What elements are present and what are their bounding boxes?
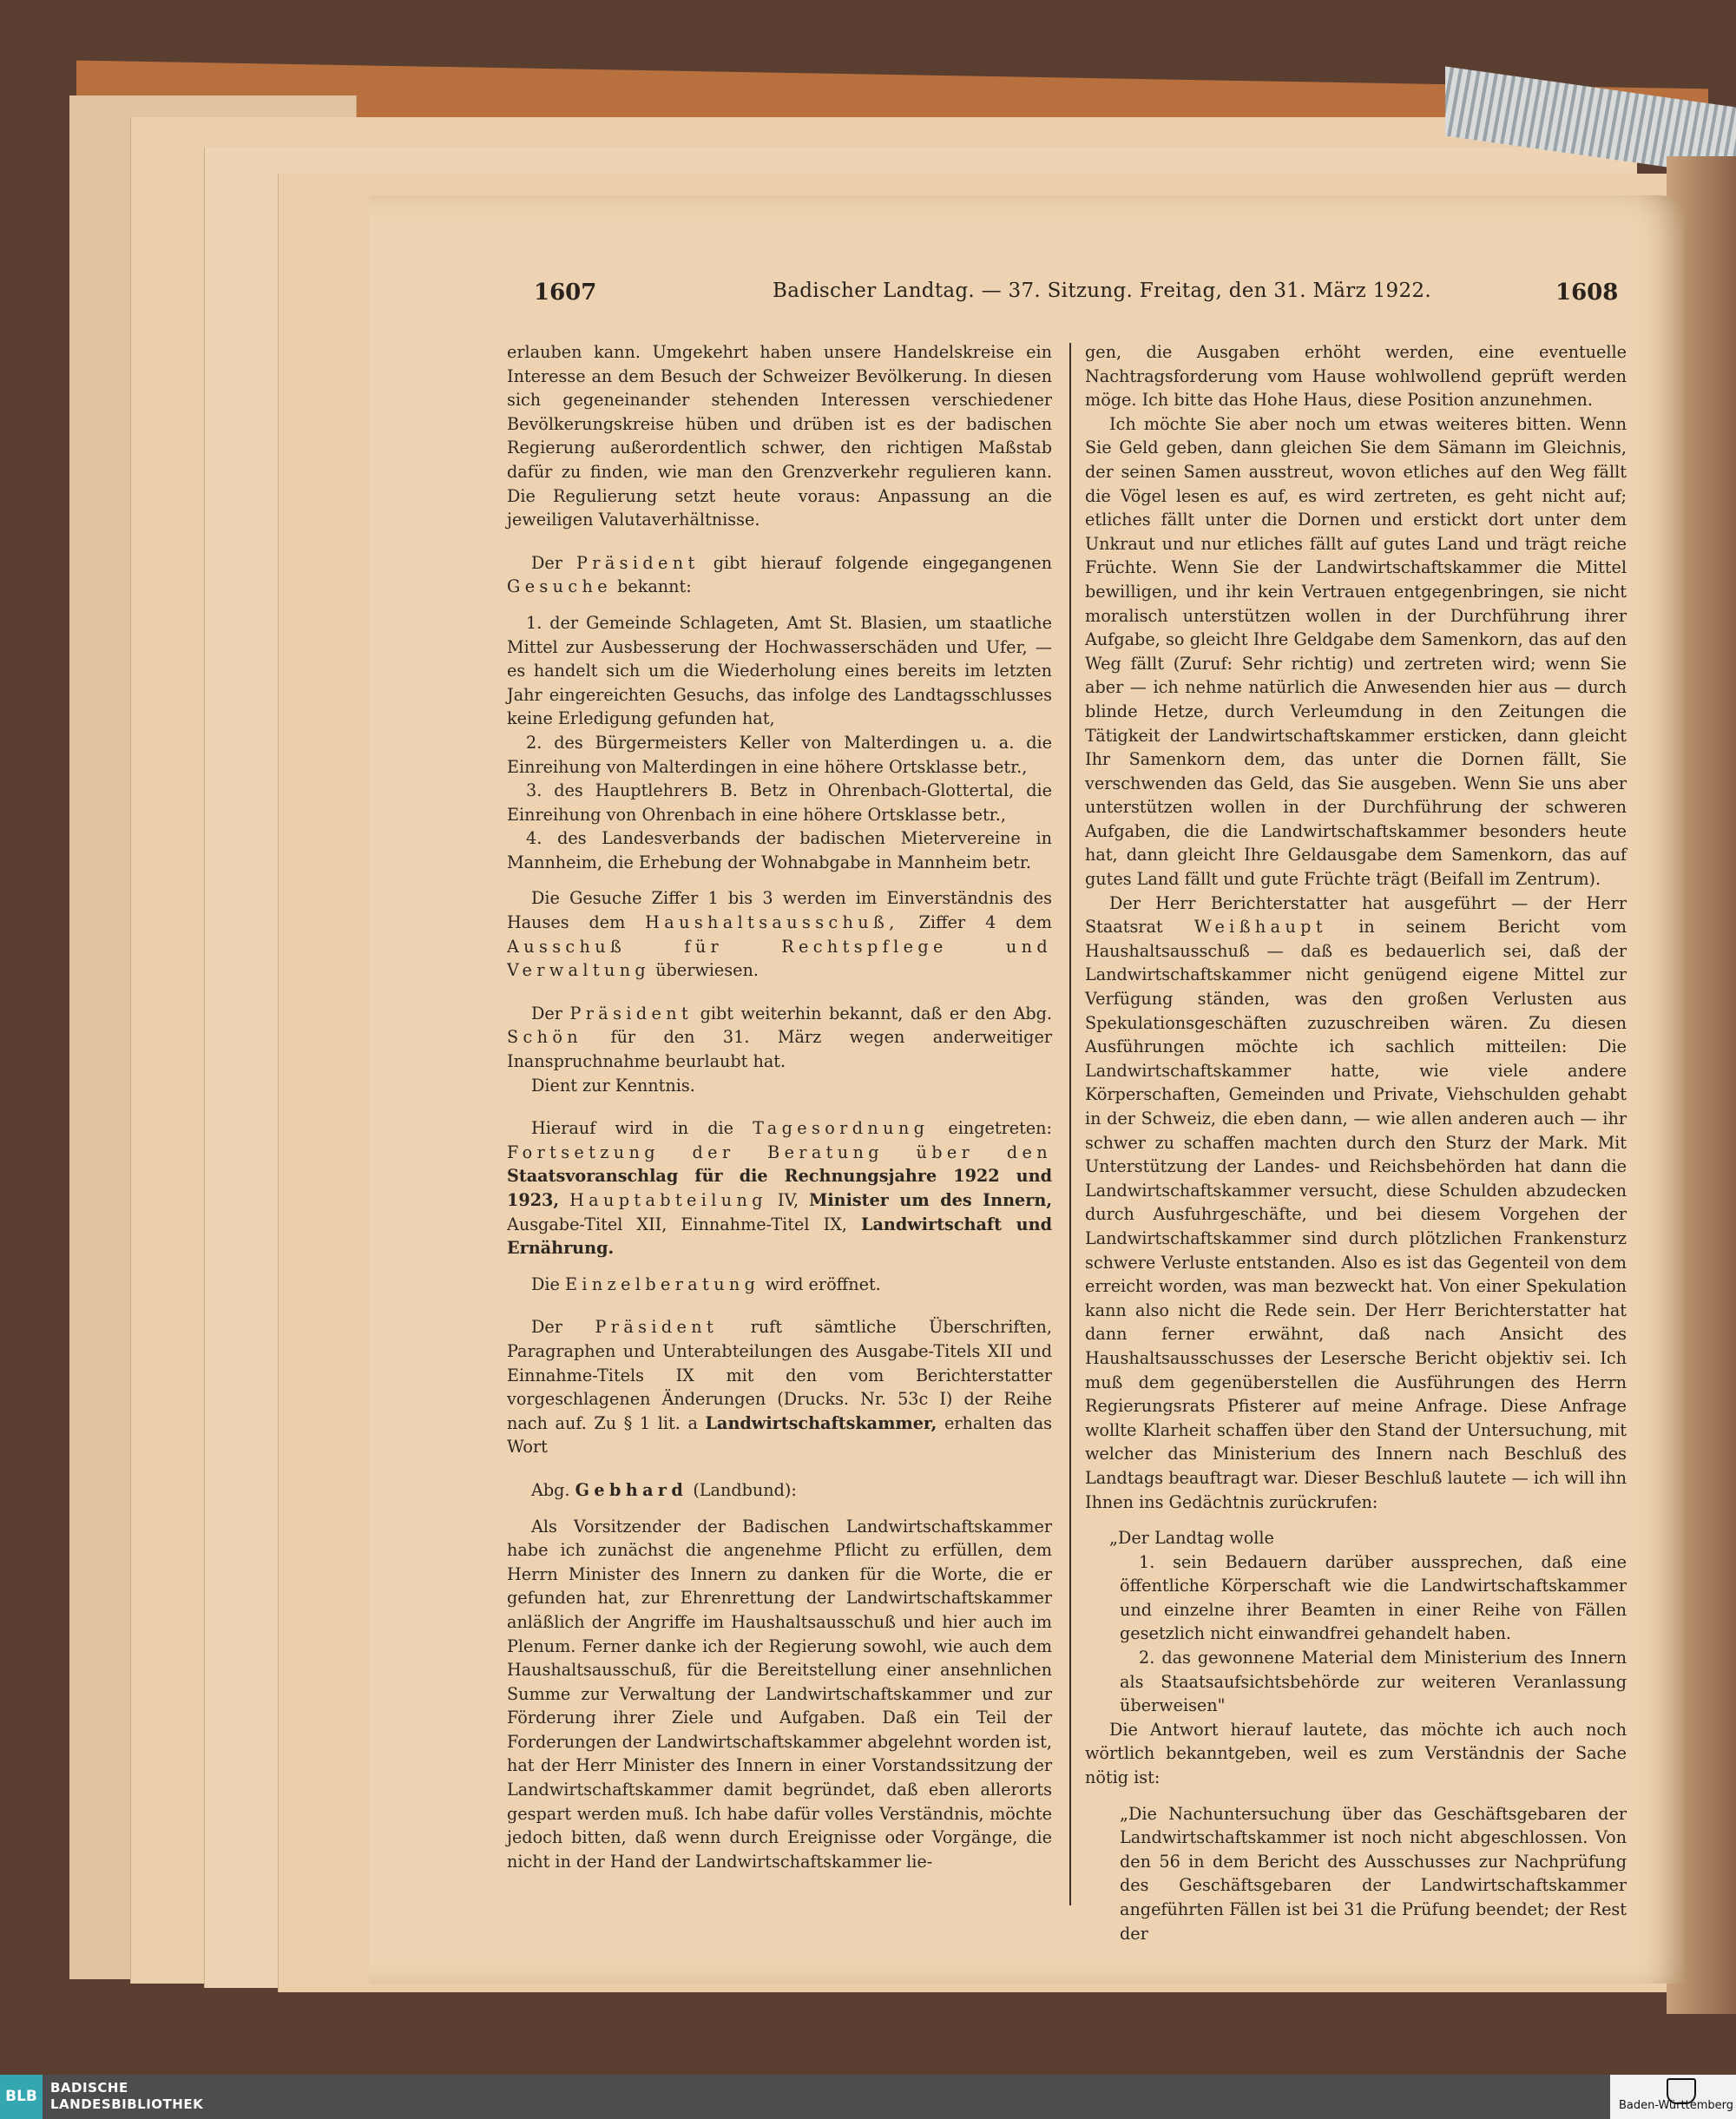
footer-bar bbox=[0, 2075, 1736, 2119]
text: IV, bbox=[777, 1190, 799, 1210]
speaker-name: Präsident bbox=[576, 552, 700, 573]
column-divider bbox=[1069, 343, 1071, 1905]
text: Hierauf wird in die bbox=[531, 1118, 733, 1139]
bold-text: Landwirtschaft und Ernährung. bbox=[507, 1214, 1052, 1259]
emphasis-text: Einzelberatung bbox=[565, 1273, 760, 1294]
blb-logo-icon[interactable]: BLB bbox=[0, 2075, 43, 2119]
text: Die Gesuche Ziffer 1 bis 3 werden im Einverständnis des Hauses dem bbox=[507, 888, 1052, 933]
text: Der bbox=[531, 552, 562, 573]
page-number-right: 1608 bbox=[1555, 280, 1619, 306]
quote-line: „Der Landtag wolle bbox=[1109, 1528, 1274, 1549]
left-column bbox=[507, 340, 1052, 1873]
state-badge bbox=[1610, 2075, 1736, 2119]
list-item: 2. des Bürgermeisters Keller von Malterdingen u. a. die Einreihung von Malterdingen in eine höhere Ortsklasse betr., bbox=[507, 732, 1052, 777]
paragraph bbox=[507, 551, 1052, 599]
quote-item: 1. sein Bedauern darüber aussprechen, daß eine öffentliche Körperschaft wie die Landwirtschaftskammer und einzelne ihrer Beamten in einer Reihe von Fällen gesetzlich nicht einwandfrei gehandelt haben. bbox=[1120, 1551, 1627, 1644]
speaker-name: Präsident bbox=[569, 1003, 694, 1023]
paragraph bbox=[507, 886, 1052, 982]
paragraph bbox=[507, 1002, 1052, 1074]
library-name[interactable] bbox=[50, 2080, 203, 2113]
running-title: Badischer Landtag. — 37. Sitzung. Freitag, den 31. März 1922. bbox=[773, 280, 1431, 302]
list-item: 4. des Landesverbands der badischen Mietervereine in Mannheim, die Erhebung der Wohnabgabe in Mannheim betr. bbox=[507, 828, 1052, 872]
member-name: Weißhaupt bbox=[1194, 917, 1327, 938]
paragraph: Als Vorsitzender der Badischen Landwirtschaftskammer habe ich zunächst die angenehme Pflicht zu erfüllen, dem Herrn Minister des Innern zu danken für die Worte, die er gefunden hat, zur Ehrenrettung der Landwirtschaftskammer anläßlich der Angriffe im Haushaltsausschuß und hier auch im Plenum. Ferner danke ich der Regierung sowohl, wie auch dem Haushaltsausschuß, für die Bereitstellung einer ansehnlichen Summe zur Verwaltung der Landwirtschaftskammer und zur Förderung ihrer Ziele und Aufgaben. Daß ein Teil der Forderungen der Landwirtschaftskammer abgelehnt worden ist, hat der Herr Minister des Innern in einer Vorstandssitzung der Landwirtschaftskammer damit begründet, daß eben allerorts gespart werden muß. Ich habe dafür volles Verständnis, möchte jedoch bitten, daß wenn durch Ereignisse oder Vorgänge, die nicht in der Hand der Landwirtschaftskammer lie- bbox=[507, 1516, 1052, 1872]
emphasis-text: Ausschuß für Rechtspflege und Verwaltung bbox=[507, 936, 1052, 981]
state-name: Baden-Württemberg bbox=[1619, 2099, 1733, 2112]
paragraph: Dient zur Kenntnis. bbox=[531, 1075, 695, 1096]
text: eingetreten: bbox=[948, 1118, 1052, 1139]
text: erhalten das Wort bbox=[507, 1412, 1053, 1458]
paragraph bbox=[1085, 892, 1627, 1514]
quote-paragraph: „Die Nachuntersuchung über das Geschäftsgebaren der Landwirtschaftskammer ist noch nicht abgeschlossen. Von den 56 in dem Bericht des Ausschusses zur Nachprüfung des Geschäftsgebaren der Landwirtschaftskammer angeführten Fällen ist bei 31 die Prüfung beendet; der Rest der bbox=[1120, 1803, 1627, 1944]
member-name: Gebhard bbox=[575, 1479, 688, 1500]
emphasis-text: Hauptabteilung bbox=[569, 1190, 767, 1210]
list-item: 3. des Hauptlehrers B. Betz in Ohrenbach-Glottertal, die Einreihung von Ohrenbach in eine höhere Ortsklasse betr., bbox=[507, 780, 1052, 825]
emphasis-text: Haushaltsausschuß, bbox=[645, 912, 899, 933]
paragraph bbox=[507, 1315, 1052, 1459]
list-item: 1. der Gemeinde Schlageten, Amt St. Blasien, um staatliche Mittel zur Ausbesserung der Hochwasserschäden und Ufer, — es handelt sich um die Wiederholung eines bereits im letzten Jahr eingereichten Gesuchs, das infolge des Landtagsschlusses keine Erledigung gefunden hat, bbox=[507, 612, 1052, 729]
text: ruft sämtliche Überschriften, Paragraphen und Unterabteilungen des Ausgabe-Titels XII und Einnahme-Titels IX mit den vom Berichterstatter vorgeschlagenen Änderungen (Drucks. Nr. 53c I) der Reihe nach auf. Zu § 1 lit. a bbox=[507, 1317, 1053, 1433]
emphasis-text: Gesuche bbox=[507, 576, 612, 597]
text: Die bbox=[531, 1273, 560, 1294]
paragraph: Die Antwort hierauf lautete, das möchte ich auch noch wörtlich bekanntgeben, weil es zum Verständnis der Sache nötig ist: bbox=[1085, 1719, 1627, 1788]
paragraph: gen, die Ausgaben erhöht werden, eine eventuelle Nachtragsforderung vom Hause wohlwollend geprüft werden möge. Ich bitte das Hohe Haus, diese Position anzunehmen. bbox=[1085, 342, 1627, 411]
speaker-name: Präsident bbox=[595, 1317, 719, 1338]
right-column bbox=[1085, 340, 1627, 1945]
text: (Landbund): bbox=[693, 1479, 797, 1500]
text: überwiesen. bbox=[655, 960, 759, 981]
paragraph: erlauben kann. Umgekehrt haben unsere Handelskreise ein Interesse an dem Besuch der Schweizer Bevölkerung. In diesen sich gegeneinander stehenden Interessen verschiedener Bevölkerungskreise hüben und drüben ist es der badischen Regierung außerordentlich schwer, den richtigen Maßstab dafür zu finden, wie man den Grenzverkehr regulieren kann. Die Regulierung setzt heute voraus: Anpassung an die jeweiligen Valutaverhältnisse. bbox=[507, 342, 1052, 530]
text: Abg. bbox=[531, 1479, 570, 1500]
bold-text: Minister um des Innern, bbox=[809, 1190, 1053, 1210]
text: Der bbox=[531, 1003, 562, 1023]
library-name-line: LANDESBIBLIOTHEK bbox=[50, 2096, 204, 2112]
bold-text: Staatsvoranschlag für die Rechnungsjahre 1922 und 1923, bbox=[507, 1166, 1052, 1210]
text: gibt weiterhin bekannt, daß er den Abg. bbox=[700, 1003, 1052, 1023]
text: in seinem Bericht vom Haushaltsausschuß — daß es bedauerlich sei, daß der Landwirtschaftskammer nicht genügend eigene Mittel zur Verfügung ständen, was den großen Verlusten aus Spekulationsgeschäften zuzuschreiben wären. Zu diesen Ausführungen möchte ich sachlich mitteilen: Die Landwirtschaftskammer hatte, wie viele andere Körperschaften, Gemeinden und Private, Viehschulden gehabt in der Schweiz, die eben dann, — wie allen anderen auch — ihr schwer zu schaffen machten durch den Sturz der Mark. Mit Unterstützung der Landes- und Reichsbehörden hat dann die Landwirtschaftskammer versucht, diese Schulden abzudecken durch Ausfuhrgeschäfte, und bei diesem Vorgehen der Landwirtschaftskammer sind durch plötzlichen Frankensturz schwere Verluste entstanden. Also es ist das Gegenteil von dem erreicht worden, was man bezweckt hat. Von einer Spekulation kann also nicht die Rede sein. Der Herr Berichterstatter hat dann ferner erwähnt, daß nach Ansicht des Haushaltsausschusses der Lesersche Bericht objektiv sei. Ich muß dem gegenüberstellen die Ausführungen des Herrn Regierungsrats Pfisterer auf meine Anfrage. Diese Anfrage wollte Klarheit schaffen über den Stand der Untersuchung, mit welcher das Ministerium des Innern nach Beschluß des Landtags beauftragt war. Dieser Beschluß lautete — ich will ihn Ihnen ins Gedächtnis zurückrufen: bbox=[1085, 917, 1628, 1512]
text: wird eröffnet. bbox=[765, 1273, 881, 1294]
quote-item: 2. das gewonnene Material dem Ministerium des Innern als Staatsaufsichtsbehörde zur weiteren Veranlassung überweisen" bbox=[1120, 1648, 1627, 1716]
text: Ziffer 4 dem bbox=[918, 912, 1052, 933]
bold-text: Landwirtschaftskammer, bbox=[705, 1412, 937, 1433]
text: gibt hierauf folgende eingegangenen bbox=[713, 552, 1052, 573]
member-name: Schön bbox=[507, 1027, 583, 1048]
text: Der Herr Berichterstatter hat ausgeführt — der Herr Staatsrat bbox=[1085, 892, 1627, 938]
library-name-line: BADISCHE bbox=[50, 2080, 128, 2096]
emphasis-text: Tagesordnung bbox=[753, 1118, 930, 1139]
paragraph bbox=[507, 1273, 1052, 1297]
text: für den 31. März wegen anderweitiger Inanspruchnahme beurlaubt hat. bbox=[507, 1027, 1052, 1072]
page-number-left: 1607 bbox=[534, 280, 597, 306]
emphasis-text: Fortsetzung der Beratung über den bbox=[507, 1142, 1052, 1162]
paragraph bbox=[507, 1478, 1052, 1503]
text: bekannt: bbox=[617, 576, 692, 597]
paragraph bbox=[507, 1116, 1052, 1260]
text: Ausgabe-Titel XII, Einnahme-Titel IX, bbox=[507, 1214, 847, 1234]
paragraph: Ich möchte Sie aber noch um etwas weiteres bitten. Wenn Sie Geld geben, dann gleichen Sie dem Sämann im Gleichnis, der seinen Samen ausstreut, wovon etliches auf den Weg fällt die Vögel lesen es auf, es wird zertreten, es geht nicht auf; etliches fällt unter die Dornen und erstickt dort unter dem Unkraut und nur etliches fällt auf gutes Land und trägt reiche Früchte. Wenn Sie der Landwirtschaftskammer die Mittel bewilligen, und ihr kein Vertrauen entgegenbringen, sie nicht moralisch unterstützen wollen in der Durchführung ihrer Aufgabe, so gleicht Ihre Geldgabe dem Samenkorn, das auf den Weg fällt (Zuruf: Sehr richtig) und zertreten wird; wenn Sie aber — ich nehme natürlich die Anwesenden hier aus — durch blinde Hetze, durch Verleumdung in den Zeitungen die Tätigkeit der Landwirtschaftskammer ersticken, dann gleicht Ihr Samenkorn dem, das unter die Dornen fällt, Sie verschwenden das Geld, das Sie ausgeben. Wenn Sie uns aber unterstützen wollen in der Durchführung der schweren Aufgaben, die die Landwirtschaftskammer besonders heute hat, dann gleicht Ihre Geldausgabe dem Samenkorn, das auf gutes Land fällt und gute Früchte trägt (Beifall im Zentrum). bbox=[1085, 413, 1627, 890]
text: Der bbox=[531, 1317, 562, 1338]
